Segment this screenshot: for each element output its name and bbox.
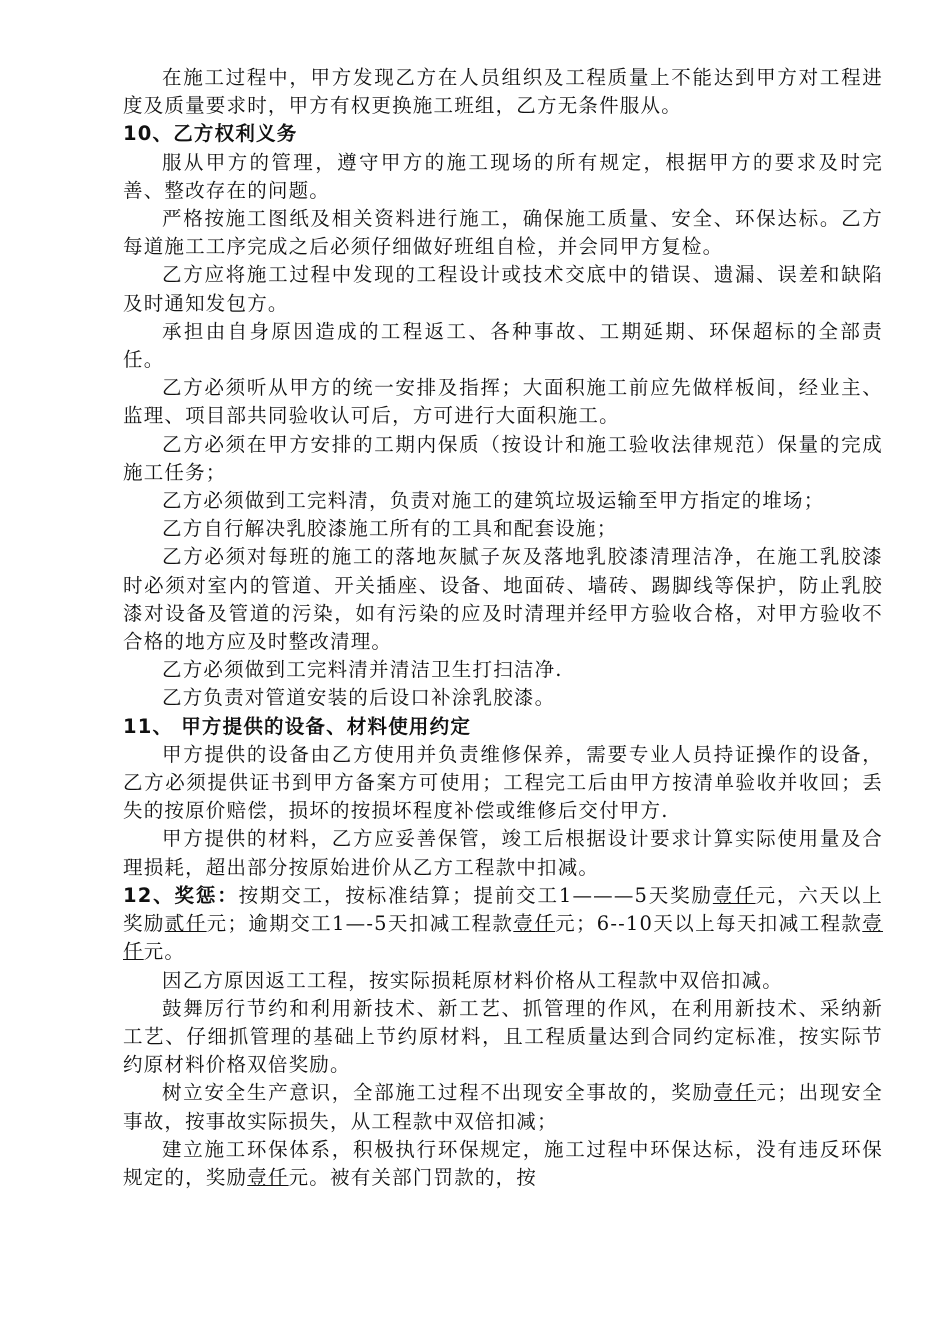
reward-amount-2: 贰仟 [164, 912, 207, 936]
paragraph: 乙方必须做到工完料清并清洁卫生打扫洁净. [162, 658, 563, 682]
paragraph: 乙方必须做到工完料清，负责对施工的建筑垃圾运输至甲方指定的堆场； [162, 489, 825, 513]
paragraph: 服从甲方的管理，遵守甲方的施工现场的所有规定，根据甲方的要求及时完善、整改存在的问题。 [123, 150, 883, 202]
paragraph: 乙方必须听从甲方的统一安排及指挥；大面积施工前应先做样板间，经业主、监理、项目部共同验收认可后，方可进行大面积施工。 [123, 376, 883, 428]
paragraph: 乙方必须在甲方安排的工期内保质（按设计和施工验收法律规范）保量的完成施工任务； [123, 432, 883, 484]
safety-paragraph [123, 1079, 883, 1135]
reward-text-3: 元；逾期交工1—-5天扣减工程款 [206, 912, 514, 936]
paragraph: 乙方应将施工过程中发现的工程设计或技术交底中的错误、遗漏、误差和缺陷及时通知发包方。 [123, 263, 883, 315]
paragraph: 甲方提供的设备由乙方使用并负责维修保养，需要专业人员持证操作的设备，乙方必须提供证书到甲方备案方可使用；工程完工后由甲方按清单验收并收回；丢失的按原价赔偿，损坏的按损坏程度补偿或维修后交付甲方. [123, 742, 883, 823]
reward-text-1: 按期交工，按标准结算；提前交工1———5天奖励 [238, 883, 713, 907]
environment-paragraph [123, 1136, 883, 1192]
reward-text-2: 元，六天以上奖励 [123, 883, 883, 936]
safety-text-1: 树立安全生产意识，全部施工过程不出现安全事故的，奖励 [162, 1081, 714, 1105]
paragraph: 在施工过程中，甲方发现乙方在人员组织及工程质量上不能达到甲方对工程进度及质量要求时，甲方有权更换施工班组，乙方无条件服从。 [123, 66, 883, 118]
document-body [123, 64, 883, 882]
env-text-2: 元。被有关部门罚款的，按 [288, 1165, 538, 1189]
section-heading: 11、 甲方提供的设备、材料使用约定 [123, 714, 472, 738]
penalty-amount-2: 壹仟 [123, 912, 884, 964]
paragraph: 乙方负责对管道安装的后设口补涂乳胶漆。 [162, 686, 556, 710]
safety-amount: 壹仟 [713, 1081, 757, 1105]
env-amount: 壹仟 [247, 1165, 289, 1189]
document-page [123, 64, 883, 1192]
paragraph: 乙方必须对每班的施工的落地灰腻子灰及落地乳胶漆清理洁净，在施工乳胶漆时必须对室内的管道、开关插座、设备、地面砖、墙砖、踢脚线等保护，防止乳胶漆对设备及管道的污染，如有污染的应及时清理并经甲方验收合格，对甲方验收不合格的地方应及时整改清理。 [123, 545, 883, 654]
reward-heading: 12、奖惩： [123, 883, 239, 907]
section-heading: 10、乙方权利义务 [123, 122, 298, 146]
paragraph: 承担由自身原因造成的工程返工、各种事故、工期延期、环保超标的全部责任。 [123, 319, 883, 372]
penalty-amount-1: 壹仟 [513, 912, 556, 936]
reward-text-4: 元；6--10天以上每天扣减工程款 [555, 912, 863, 936]
reward-paragraph [123, 882, 883, 967]
paragraph: 乙方自行解决乳胶漆施工所有的工具和配套设施； [162, 517, 618, 541]
paragraph: 鼓舞厉行节约和利用新技术、新工艺、抓管理的作风，在利用新技术、采纳新工艺、仔细抓管理的基础上节约原材料，且工程质量达到合同约定标准，按实际节约原材料价格双倍奖励。 [123, 996, 883, 1077]
paragraph: 甲方提供的材料，乙方应妥善保管，竣工后根据设计要求计算实际使用量及合理损耗，超出部分按原始进价从乙方工程款中扣减。 [123, 827, 883, 879]
reward-amount-1: 壹仟 [712, 883, 756, 907]
reward-text-5: 元。 [143, 940, 186, 964]
paragraph: 严格按施工图纸及相关资料进行施工，确保施工质量、安全、环保达标。乙方每道施工工序完成之后必须仔细做好班组自检，并会同甲方复检。 [123, 207, 883, 259]
env-text-1: 建立施工环保体系，积极执行环保规定，施工过程中环保达标，没有违反环保规定的，奖励 [123, 1137, 883, 1189]
paragraph: 因乙方原因返工工程，按实际损耗原材料价格从工程款中双倍扣减。 [162, 968, 784, 992]
safety-text-2: 元；出现安全事故，按事故实际损失，从工程款中双倍扣减； [123, 1081, 884, 1133]
